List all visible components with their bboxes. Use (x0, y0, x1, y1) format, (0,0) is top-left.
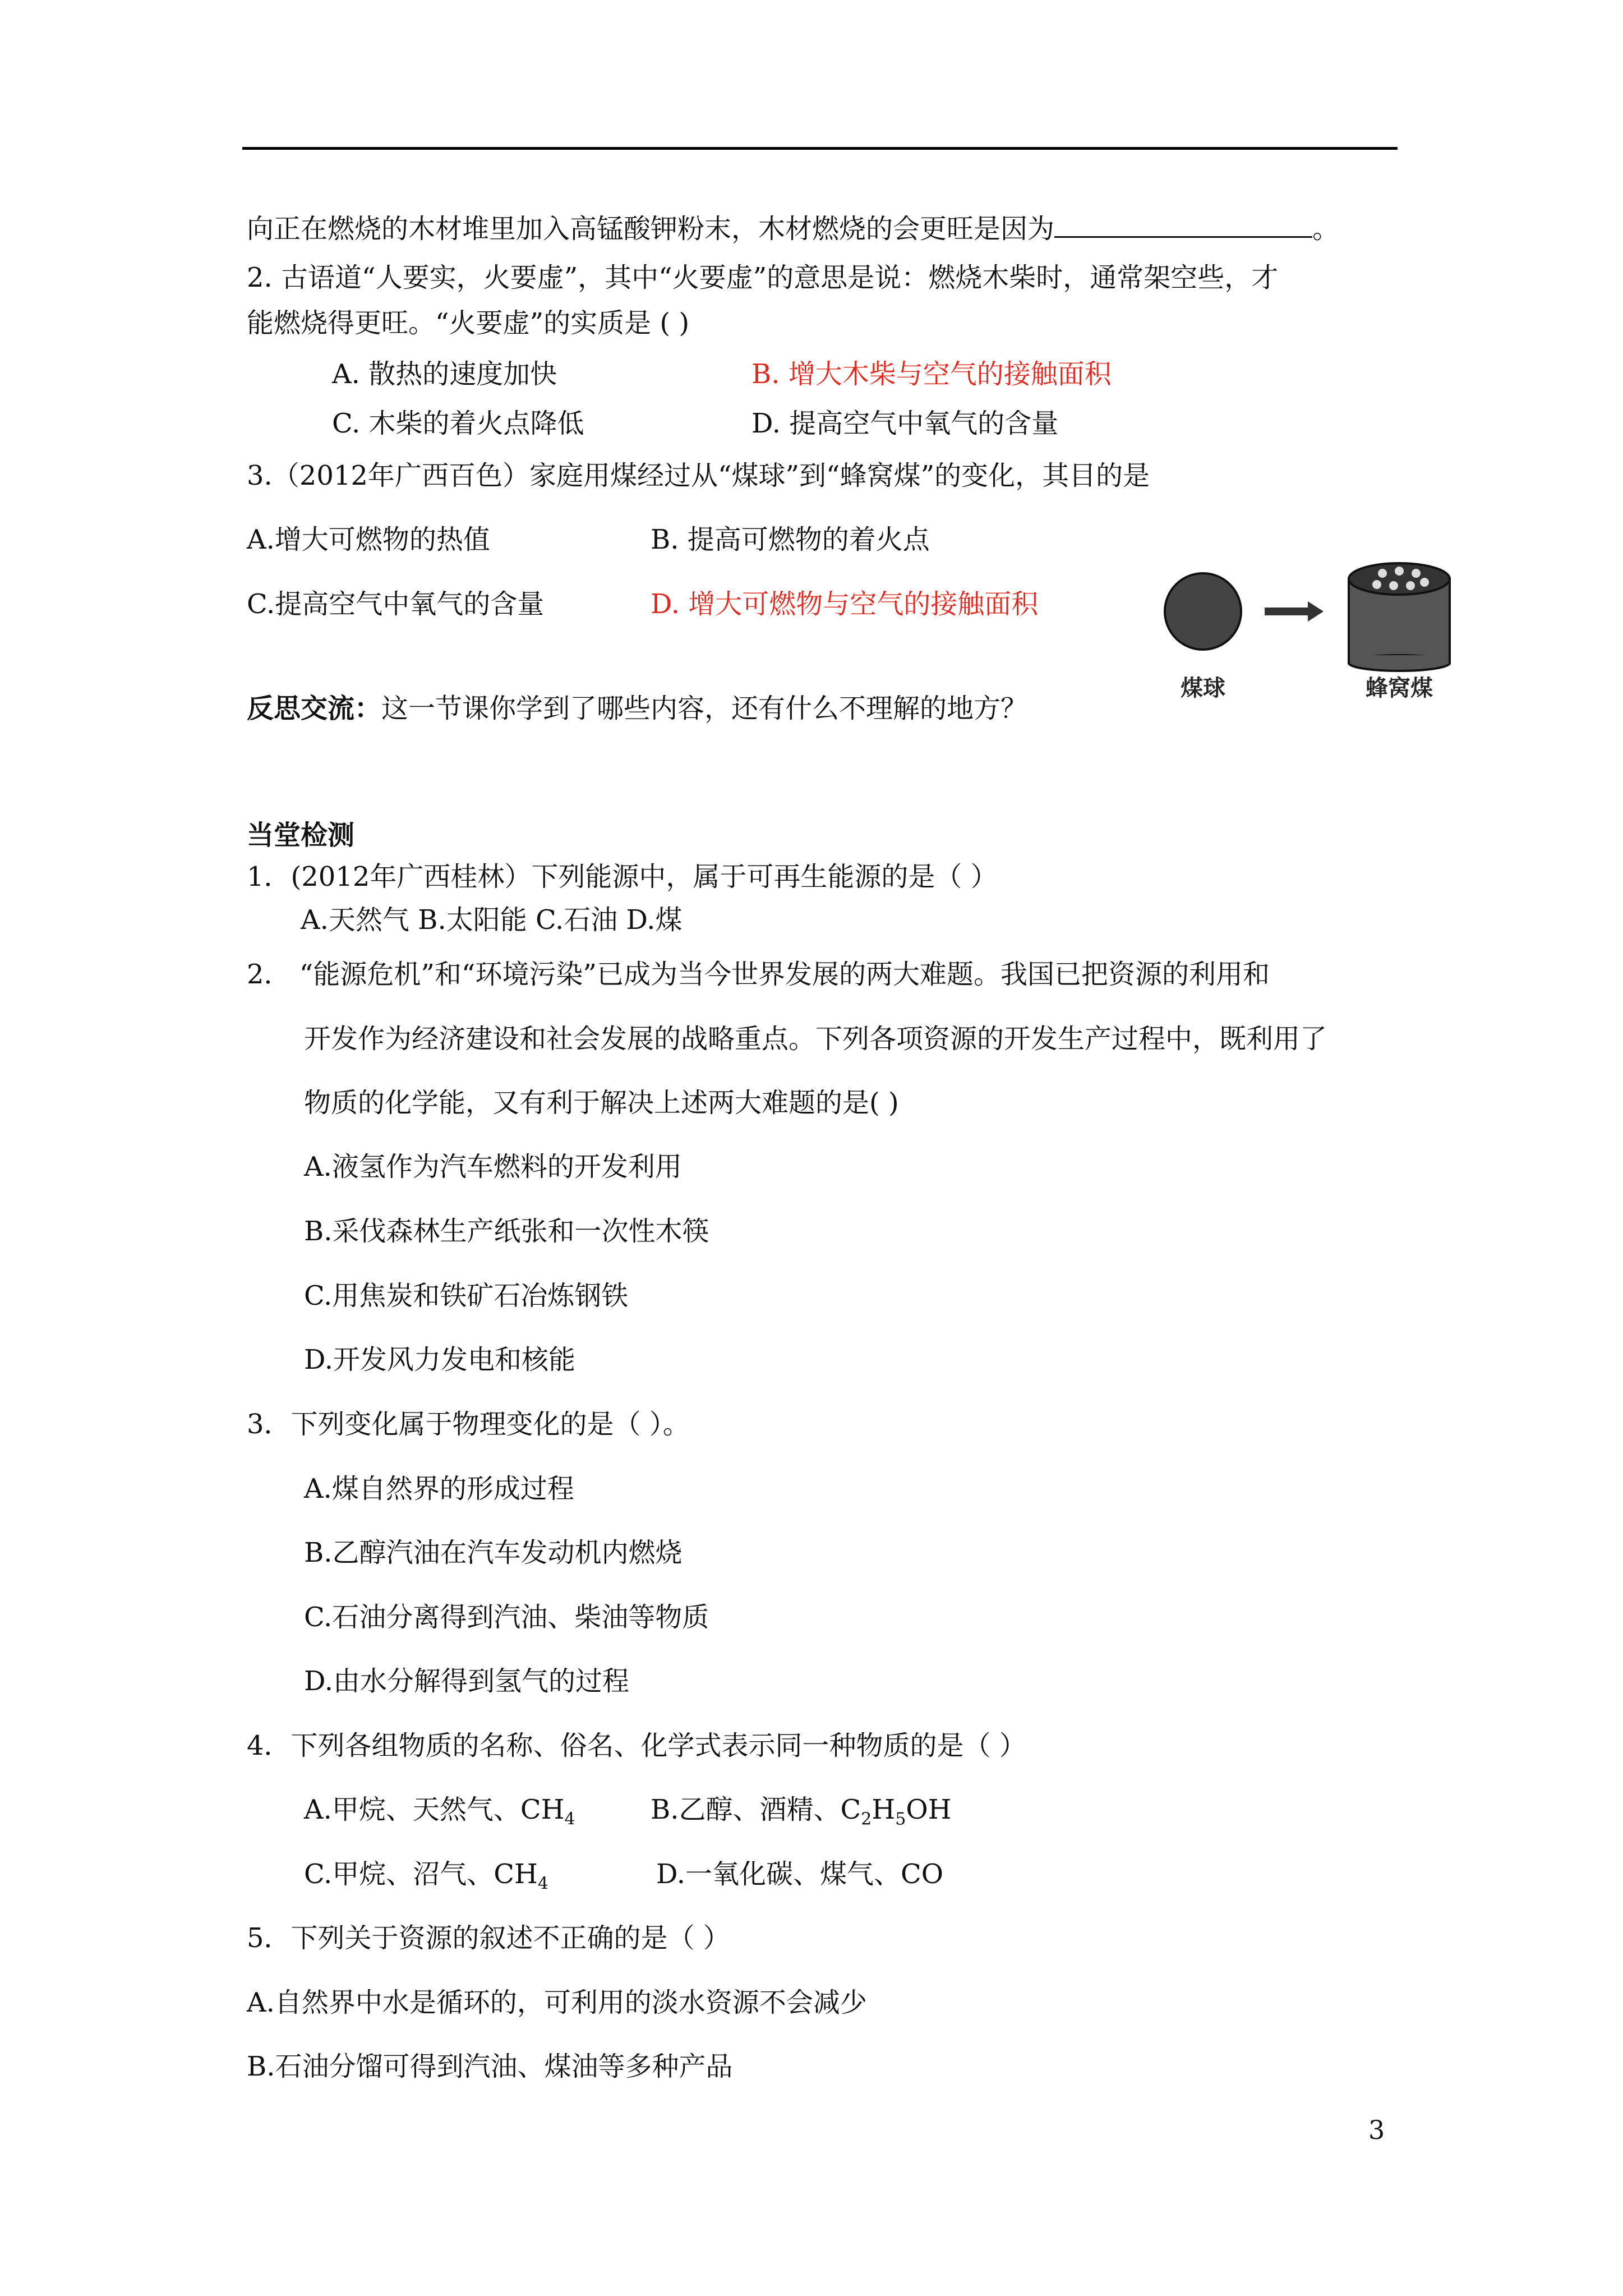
q4-b-sub2: 5 (895, 1809, 906, 1829)
honeycomb-coal-shape (1349, 563, 1450, 671)
test-q2-option-c: C.用焦炭和铁矿石冶炼钢铁 (304, 1280, 629, 1312)
test-q5-option-a: A.自然界中水是循环的，可利用的淡水资源不会减少 (247, 1987, 867, 2018)
arrow-icon (1265, 601, 1324, 622)
intro-text: 向正在燃烧的木材堆里加入高锰酸钾粉末，木材燃烧的会更旺是因为 (247, 213, 1055, 245)
reflection-line (247, 692, 1027, 725)
test-q4-option-a (304, 1793, 575, 1829)
q3-option-b: B. 提高可燃物的着火点 (651, 524, 930, 555)
q3-option-d: D. 增大可燃物与空气的接触面积 (651, 588, 1039, 620)
test-q2-option-d: D.开发风力发电和核能 (304, 1344, 576, 1375)
honeycomb-coal-label: 蜂窝煤 (1366, 675, 1433, 701)
test-q2-stem1: 2． “能源危机”和“环境污染”已成为当今世界发展的两大难题。我国已把资源的利用和 (247, 959, 1270, 990)
test-q1-options: A.天然气 B.太阳能 C.石油 D.煤 (301, 904, 683, 936)
test-q4-option-d: D.一氧化碳、煤气、CO (656, 1858, 944, 1890)
coal-ball-shape (1165, 573, 1241, 650)
test-q2-option-a: A.液氢作为汽车燃料的开发利用 (304, 1151, 682, 1182)
test-q3-option-b: B.乙醇汽油在汽车发动机内燃烧 (304, 1537, 683, 1568)
test-q4-option-c (304, 1857, 548, 1894)
q4-a-text: A.甲烷、天然气、CH (304, 1794, 565, 1825)
q4-b-text2: H (872, 1794, 896, 1825)
test-q5-stem: 5．下列关于资源的叙述不正确的是（ ） (247, 1922, 730, 1954)
q2-option-b: B. 增大木柴与空气的接触面积 (751, 358, 1112, 390)
test-q2-option-b: B.采伐森林生产纸张和一次性木筷 (304, 1216, 709, 1247)
test-q5-option-b: B.石油分馏可得到汽油、煤油等多种产品 (247, 2051, 733, 2082)
q4-c-text: C.甲烷、沼气、CH (304, 1858, 538, 1890)
header-rule (242, 147, 1398, 150)
intro-end: 。 (1312, 213, 1340, 245)
coal-figure (1155, 555, 1469, 712)
test-q3-stem: 3．下列变化属于物理变化的是（ ）。 (247, 1409, 690, 1440)
test-title: 当堂检测 (247, 820, 355, 851)
test-q3-option-a: A.煤自然界的形成过程 (304, 1473, 574, 1504)
q4-b-sub1: 2 (861, 1809, 872, 1829)
reflection-text: 这一节课你学到了哪些内容，还有什么不理解的地方？ (381, 693, 1028, 724)
test-q1-stem: 1．(2012年广西桂林）下列能源中，属于可再生能源的是（ ） (247, 861, 998, 892)
q2-option-d: D. 提高空气中氧气的含量 (751, 408, 1059, 439)
q4-b-text3: OH (906, 1794, 952, 1825)
page-number: 3 (1368, 2115, 1385, 2145)
q2-option-a: A. 散热的速度加快 (332, 358, 557, 390)
answer-blank (1054, 211, 1312, 238)
test-q2-stem2: 开发作为经济建设和社会发展的战略重点。下列各项资源的开发生产过程中，既利用了 (304, 1023, 1327, 1055)
test-q3-option-d: D.由水分解得到氢气的过程 (304, 1665, 630, 1697)
reflection-label: 反思交流： (247, 693, 382, 724)
q2-stem-line2: 能燃烧得更旺。“火要虚”的实质是 ( ) (247, 307, 690, 339)
q4-b-text1: B.乙醇、酒精、C (651, 1794, 861, 1825)
q4-a-sub: 4 (564, 1809, 575, 1829)
q3-option-a: A.增大可燃物的热值 (247, 524, 490, 555)
coal-ball-label: 煤球 (1181, 675, 1225, 701)
q2-option-c: C. 木柴的着火点降低 (332, 408, 584, 439)
test-q4-option-b (651, 1793, 952, 1829)
test-q4-stem: 4．下列各组物质的名称、俗名、化学式表示同一种物质的是（ ） (247, 1730, 1026, 1761)
q2-stem-line1: 2. 古语道“人要实，火要虚”，其中“火要虚”的意思是说：燃烧木柴时，通常架空些，才 (247, 262, 1279, 293)
q3-option-c: C.提高空气中氧气的含量 (247, 588, 545, 620)
q3-stem: 3.（2012年广西百色）家庭用煤经过从“煤球”到“蜂窝煤”的变化，其目的是 (247, 460, 1150, 491)
test-q2-stem3: 物质的化学能，又有利于解决上述两大难题的是( ) (304, 1087, 899, 1119)
intro-line (247, 211, 1339, 246)
test-q3-option-c: C.石油分离得到汽油、柴油等物质 (304, 1602, 709, 1633)
q4-c-sub: 4 (537, 1874, 548, 1894)
